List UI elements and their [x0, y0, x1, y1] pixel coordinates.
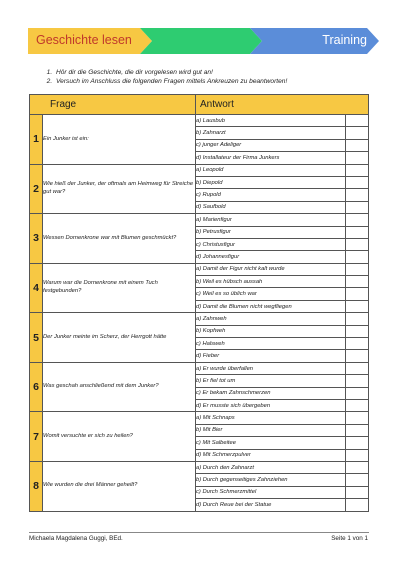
- answer-option: b) Mit Bier: [196, 424, 346, 436]
- question-number: 6: [30, 362, 43, 412]
- answer-option: b) Diepold: [196, 176, 346, 188]
- answer-option: d) Johannesfigur: [196, 251, 346, 263]
- question-number: 5: [30, 313, 43, 363]
- header-answer: Antwort: [196, 95, 369, 115]
- answer-checkbox[interactable]: [346, 201, 369, 213]
- question-text: Ein Junker ist ein:: [43, 115, 196, 165]
- answer-option: d) Durch Reue bei der Statue: [196, 499, 346, 511]
- answer-checkbox[interactable]: [346, 499, 369, 511]
- question-text: Der Junker meinte im Scherz, der Herrgott hätte: [43, 313, 196, 363]
- instructions: [43, 68, 383, 86]
- answer-checkbox[interactable]: [346, 176, 369, 188]
- answer-option: c) Durch Schmerzmittel: [196, 486, 346, 498]
- answer-checkbox[interactable]: [346, 226, 369, 238]
- answer-option: a) Marienfigur: [196, 214, 346, 226]
- answer-option: b) Er fiel tot um: [196, 375, 346, 387]
- answer-option: a) Damit der Figur nicht kalt wurde: [196, 263, 346, 275]
- question-number: 4: [30, 263, 43, 313]
- answer-option: d) Er musste sich übergeben: [196, 399, 346, 411]
- answer-option: b) Kopfweh: [196, 325, 346, 337]
- answer-option: d) Damit die Blumen nicht wegfliegen: [196, 300, 346, 312]
- question-number: 2: [30, 164, 43, 214]
- answer-option: c) Christusfigur: [196, 238, 346, 250]
- answer-checkbox[interactable]: [346, 362, 369, 374]
- answer-option: b) Weil es hübsch aussah: [196, 276, 346, 288]
- answer-checkbox[interactable]: [346, 189, 369, 201]
- question-text: Womit versuchte er sich zu heilen?: [43, 412, 196, 462]
- question-number: 7: [30, 412, 43, 462]
- answer-checkbox[interactable]: [346, 412, 369, 424]
- page-title: Geschichte lesen: [36, 33, 132, 47]
- answer-checkbox[interactable]: [346, 375, 369, 387]
- question-number: 1: [30, 115, 43, 165]
- answer-option: a) Leopold: [196, 164, 346, 176]
- answer-row: [30, 115, 369, 127]
- quiz-table: [29, 94, 369, 512]
- answer-option: b) Zahnarzt: [196, 127, 346, 139]
- answer-option: c) Weil es so üblich war: [196, 288, 346, 300]
- answer-checkbox[interactable]: [346, 251, 369, 263]
- question-number: 3: [30, 214, 43, 264]
- quiz-body: [30, 115, 369, 512]
- answer-checkbox[interactable]: [346, 474, 369, 486]
- answer-option: d) Fieber: [196, 350, 346, 362]
- question-text: Wessen Dornenkrone war mit Blumen geschmückt?: [43, 214, 196, 264]
- answer-row: [30, 263, 369, 275]
- answer-row: [30, 412, 369, 424]
- answer-checkbox[interactable]: [346, 152, 369, 164]
- answer-row: [30, 214, 369, 226]
- answer-option: b) Durch gegenseitiges Zahnziehen: [196, 474, 346, 486]
- answer-checkbox[interactable]: [346, 115, 369, 127]
- answer-option: a) Durch den Zahnarzt: [196, 461, 346, 473]
- answer-option: d) Saufbold: [196, 201, 346, 213]
- answer-checkbox[interactable]: [346, 263, 369, 275]
- answer-checkbox[interactable]: [346, 214, 369, 226]
- answer-option: b) Petrusfigur: [196, 226, 346, 238]
- answer-checkbox[interactable]: [346, 350, 369, 362]
- answer-option: c) Rupold: [196, 189, 346, 201]
- answer-checkbox[interactable]: [346, 449, 369, 461]
- question-text: Wie wurden die drei Männer geheilt?: [43, 461, 196, 511]
- footer-author: Michaela Magdalena Guggi, BEd.: [29, 535, 123, 542]
- instruction-item: 2. Versuch im Anschluss die folgenden Fragen mittels Ankreuzen zu beantworten!: [54, 77, 383, 86]
- answer-checkbox[interactable]: [346, 238, 369, 250]
- answer-row: [30, 164, 369, 176]
- answer-checkbox[interactable]: [346, 461, 369, 473]
- answer-checkbox[interactable]: [346, 338, 369, 350]
- answer-checkbox[interactable]: [346, 437, 369, 449]
- answer-checkbox[interactable]: [346, 300, 369, 312]
- answer-option: c) Halsweh: [196, 338, 346, 350]
- answer-checkbox[interactable]: [346, 325, 369, 337]
- answer-option: c) junger Adeliger: [196, 139, 346, 151]
- answer-option: a) Zahnweh: [196, 313, 346, 325]
- table-header-row: [30, 95, 369, 115]
- instruction-item: 1. Hör dir die Geschichte, die dir vorgelesen wird gut an!: [54, 68, 383, 77]
- question-text: Wie hieß der Junker, der oftmals am Heimweg für Streiche gut war?: [43, 164, 196, 214]
- answer-option: d) Installateur der Firma Junkers: [196, 152, 346, 164]
- answer-row: [30, 362, 369, 374]
- answer-option: c) Mit Salbeitee: [196, 437, 346, 449]
- answer-checkbox[interactable]: [346, 313, 369, 325]
- question-number: 8: [30, 461, 43, 511]
- banner-label: Training: [322, 33, 367, 47]
- question-text: Was geschah anschließend mit dem Junker?: [43, 362, 196, 412]
- question-text: Warum war die Dornenkrone mit einem Tuch festgebunden?: [43, 263, 196, 313]
- answer-row: [30, 313, 369, 325]
- answer-checkbox[interactable]: [346, 164, 369, 176]
- answer-checkbox[interactable]: [346, 387, 369, 399]
- answer-checkbox[interactable]: [346, 424, 369, 436]
- answer-option: a) Er wurde überfallen: [196, 362, 346, 374]
- answer-checkbox[interactable]: [346, 486, 369, 498]
- title-banner: [28, 28, 379, 54]
- answer-checkbox[interactable]: [346, 139, 369, 151]
- answer-checkbox[interactable]: [346, 276, 369, 288]
- answer-row: [30, 461, 369, 473]
- answer-checkbox[interactable]: [346, 127, 369, 139]
- answer-option: a) Lausbub: [196, 115, 346, 127]
- footer-page-number: Seite 1 von 1: [331, 535, 368, 542]
- answer-option: c) Er bekam Zahnschmerzen: [196, 387, 346, 399]
- header-question: Frage: [30, 95, 196, 115]
- footer-divider: [29, 532, 369, 533]
- answer-checkbox[interactable]: [346, 288, 369, 300]
- banner-arrow-green: [140, 28, 262, 54]
- answer-option: a) Mit Schnaps: [196, 412, 346, 424]
- answer-option: d) Mit Schmerzpulver: [196, 449, 346, 461]
- answer-checkbox[interactable]: [346, 399, 369, 411]
